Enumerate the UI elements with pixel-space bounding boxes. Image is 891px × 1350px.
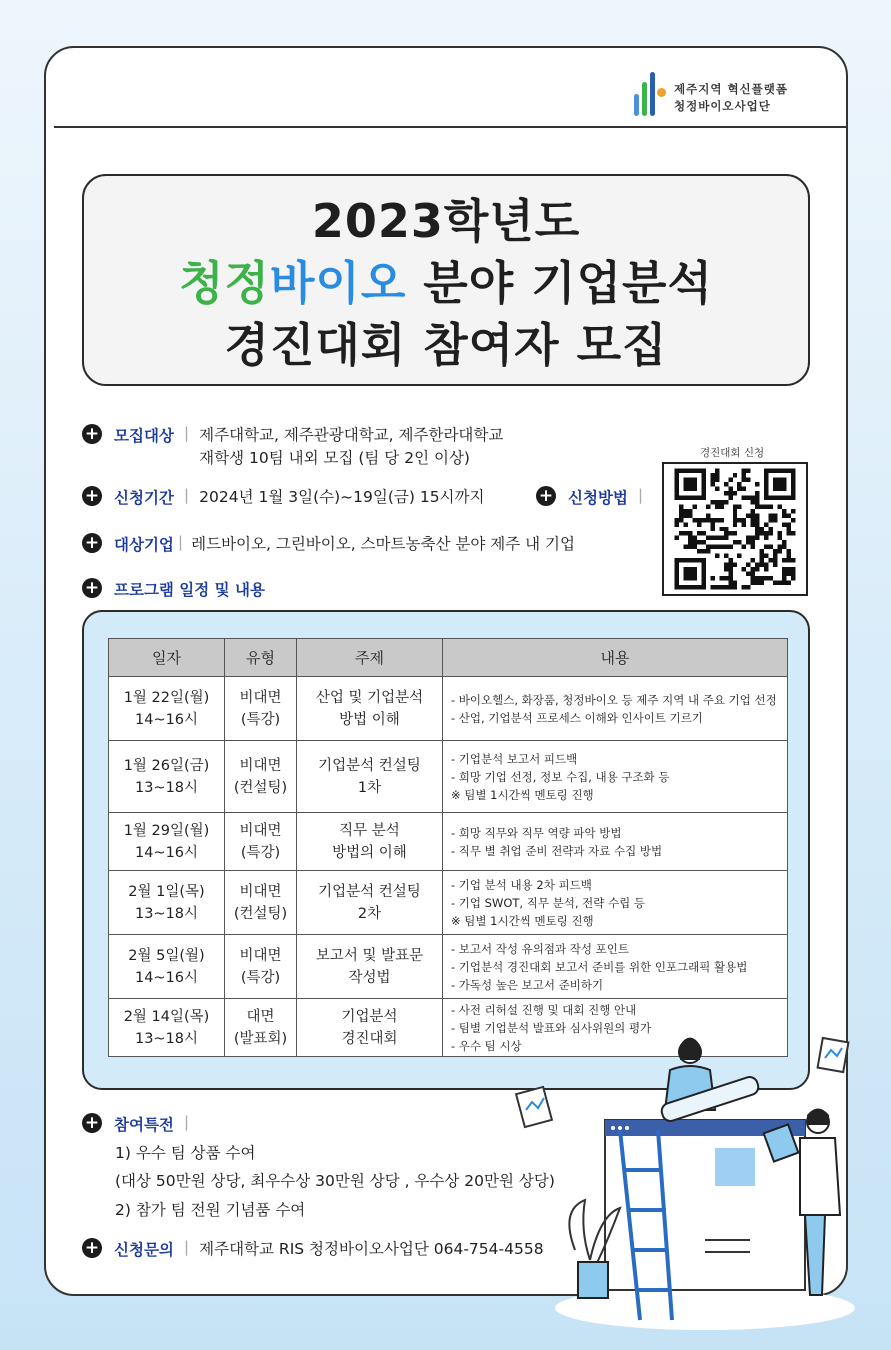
content-line: - 직무 별 취업 준비 전략과 자료 수집 방법: [451, 843, 663, 858]
cell-text: (특강): [240, 844, 281, 861]
title-year: 2023학년도: [311, 194, 581, 248]
cell-text: 경진대회: [341, 1030, 398, 1047]
method-row: + 신청방법 |: [536, 486, 653, 508]
content-line: - 기업 분석 내용 2차 피드백: [451, 877, 592, 892]
cell-text: 1차: [357, 779, 382, 796]
period-label: 신청기간: [114, 489, 174, 507]
inquiry-label: 신청문의: [114, 1241, 174, 1259]
title-box: [82, 174, 810, 386]
content-line: - 팀별 기업분석 발표와 심사위원의 평가: [451, 1020, 652, 1035]
cell-text: 13~18시: [134, 779, 199, 796]
content-line: - 가독성 높은 보고서 준비하기: [451, 977, 604, 992]
content-line: - 산업, 기업분석 프로세스 이해와 인사이트 기르기: [451, 710, 703, 725]
cell-type: [225, 677, 297, 741]
cell-text: 2월 5일(월): [128, 947, 205, 964]
cell-date: [109, 813, 225, 871]
logo-line1: 제주지역 혁신플랫폼: [674, 82, 788, 96]
cell-content: [443, 871, 788, 935]
cell-topic: [297, 813, 443, 871]
cell-text: 13~18시: [134, 905, 199, 922]
cell-text: 기업분석 컨설팅: [318, 883, 421, 900]
cell-text: 14~16시: [134, 844, 199, 861]
cell-text: 2월 1일(목): [128, 883, 205, 900]
cell-text: 14~16시: [134, 711, 199, 728]
cell-text: 방법 이해: [339, 711, 400, 728]
qr-code-icon[interactable]: [662, 462, 808, 596]
cell-text: 비대면: [239, 883, 282, 900]
cell-type: [225, 935, 297, 999]
cell-text: 직무 분석: [339, 822, 400, 839]
schedule-table: [108, 638, 788, 1057]
title-event: 경진대회 참여자 모집: [224, 318, 668, 372]
cell-text: 1월 29일(월): [123, 822, 210, 839]
company-value: 레드바이오, 그린바이오, 스마트농축산 분야 제주 내 기업: [191, 535, 575, 553]
cell-text: 비대면: [239, 757, 282, 774]
cell-type: [225, 813, 297, 871]
cell-type: [225, 871, 297, 935]
cell-text: 산업 및 기업분석: [315, 689, 424, 706]
company-label: 대상기업: [114, 536, 174, 554]
cell-content: [443, 677, 788, 741]
table-row: [109, 677, 788, 741]
benefit-row: + 참여특전 |: [82, 1113, 199, 1135]
program-label: 프로그램 일정 및 내용: [114, 581, 265, 599]
header-date: 일자: [109, 639, 225, 677]
content-line: - 바이오헬스, 화장품, 청정바이오 등 제주 지역 내 주요 기업 선정: [451, 692, 777, 707]
content-line: - 우수 팀 시상: [451, 1038, 522, 1053]
header-type: 유형: [225, 639, 297, 677]
inquiry-row: + 신청문의 | 제주대학교 RIS 청정바이오사업단 064-754-4558: [82, 1238, 544, 1261]
company-row: + 대상기업 | 레드바이오, 그린바이오, 스마트농축산 분야 제주 내 기업: [82, 533, 575, 556]
plus-icon: +: [82, 424, 102, 444]
plus-icon: +: [536, 486, 556, 506]
cell-date: [109, 999, 225, 1057]
cell-type: [225, 999, 297, 1057]
table-row: [109, 871, 788, 935]
recruit-row: + 모집대상 | 제주대학교, 제주관광대학교, 제주한라대학교 재학생 10팀 내외 모집 (팀 당 2인 이상): [82, 424, 503, 470]
content-line: - 희망 직무와 직무 역량 파악 방법: [451, 825, 622, 840]
cell-content: [443, 935, 788, 999]
table-row: [109, 935, 788, 999]
cell-text: (특강): [240, 711, 281, 728]
cell-text: 작성법: [348, 969, 391, 986]
people-illustration-icon: [500, 1030, 870, 1330]
inquiry-value: 제주대학교 RIS 청정바이오사업단 064-754-4558: [199, 1240, 544, 1258]
cell-content: [443, 813, 788, 871]
cell-text: 2월 14일(목): [123, 1008, 210, 1025]
benefit-line1: 1) 우수 팀 상품 수여: [115, 1144, 256, 1162]
cell-text: 방법의 이해: [332, 844, 407, 861]
cell-text: 14~16시: [134, 969, 199, 986]
plus-icon: +: [82, 486, 102, 506]
table-row: [109, 813, 788, 871]
qr-label: 경진대회 신청: [700, 447, 765, 459]
cell-text: (특강): [240, 969, 281, 986]
content-line: - 기업 SWOT, 직무 분석, 전략 수립 등: [451, 895, 645, 910]
recruit-value1: 제주대학교, 제주관광대학교, 제주한라대학교: [199, 426, 504, 444]
period-row: + 신청기간 | 2024년 1월 3일(수)~19일(금) 15시까지: [82, 486, 484, 509]
benefit-label: 참여특전: [114, 1116, 174, 1134]
header-topic: 주제: [297, 639, 443, 677]
content-line: ※ 팀별 1시간씩 멘토링 진행: [451, 913, 594, 928]
benefit-line2: (대상 50만원 상당, 최우수상 30만원 상당 , 우수상 20만원 상당): [115, 1172, 555, 1190]
program-row: [82, 578, 265, 600]
content-line: - 사전 리허설 진행 및 대회 진행 안내: [451, 1002, 637, 1017]
cell-date: [109, 935, 225, 999]
header-divider: [54, 126, 847, 128]
cell-date: [109, 741, 225, 813]
cell-text: 2차: [357, 905, 382, 922]
cell-text: 비대면: [239, 947, 282, 964]
cell-text: 1월 26일(금): [123, 757, 210, 774]
cell-text: 13~18시: [134, 1030, 199, 1047]
table-row: [109, 741, 788, 813]
method-label: 신청방법: [568, 489, 628, 507]
cell-topic: [297, 677, 443, 741]
cell-topic: [297, 999, 443, 1057]
recruit-value2: 재학생 10팀 내외 모집 (팀 당 2인 이상): [199, 449, 470, 467]
content-line: ※ 팀별 1시간씩 멘토링 진행: [451, 787, 594, 802]
cell-text: 대면: [246, 1008, 275, 1025]
cell-text: (컨설팅): [233, 905, 288, 922]
title-subject: 청정바이오 분야 기업분석: [179, 256, 713, 310]
plus-icon: +: [82, 533, 102, 553]
cell-topic: [297, 935, 443, 999]
period-value: 2024년 1월 3일(수)~19일(금) 15시까지: [199, 488, 485, 506]
recruit-label: 모집대상: [114, 427, 174, 445]
plus-icon: +: [82, 578, 102, 598]
cell-topic: [297, 741, 443, 813]
cell-text: (컨설팅): [233, 779, 288, 796]
schedule-panel: [82, 610, 810, 1090]
cell-topic: [297, 871, 443, 935]
content-line: - 희망 기업 선정, 정보 수집, 내용 구조화 등: [451, 769, 670, 784]
cell-text: 보고서 및 발표문: [315, 947, 424, 964]
benefit-line3: 2) 참가 팀 전원 기념품 수여: [115, 1201, 306, 1219]
cell-text: 비대면: [239, 689, 282, 706]
cell-text: (발표회): [233, 1030, 288, 1047]
content-line: - 기업분석 경진대회 보고서 준비를 위한 인포그래픽 활용법: [451, 959, 748, 974]
cell-date: [109, 871, 225, 935]
cell-type: [225, 741, 297, 813]
plus-icon: +: [82, 1113, 102, 1133]
cell-content: [443, 741, 788, 813]
cell-date: [109, 677, 225, 741]
content-line: - 기업분석 보고서 피드백: [451, 751, 578, 766]
cell-text: 1월 22일(월): [123, 689, 210, 706]
cell-text: 기업분석 컨설팅: [318, 757, 421, 774]
logo-mark-icon: [630, 74, 668, 122]
content-line: - 보고서 작성 유의점과 작성 포인트: [451, 941, 629, 956]
cell-text: 기업분석: [341, 1008, 398, 1025]
header-content: 내용: [443, 639, 788, 677]
cell-text: 비대면: [239, 822, 282, 839]
logo-line2: 청정바이오사업단: [674, 99, 771, 113]
plus-icon: +: [82, 1238, 102, 1258]
logo: [630, 72, 810, 124]
